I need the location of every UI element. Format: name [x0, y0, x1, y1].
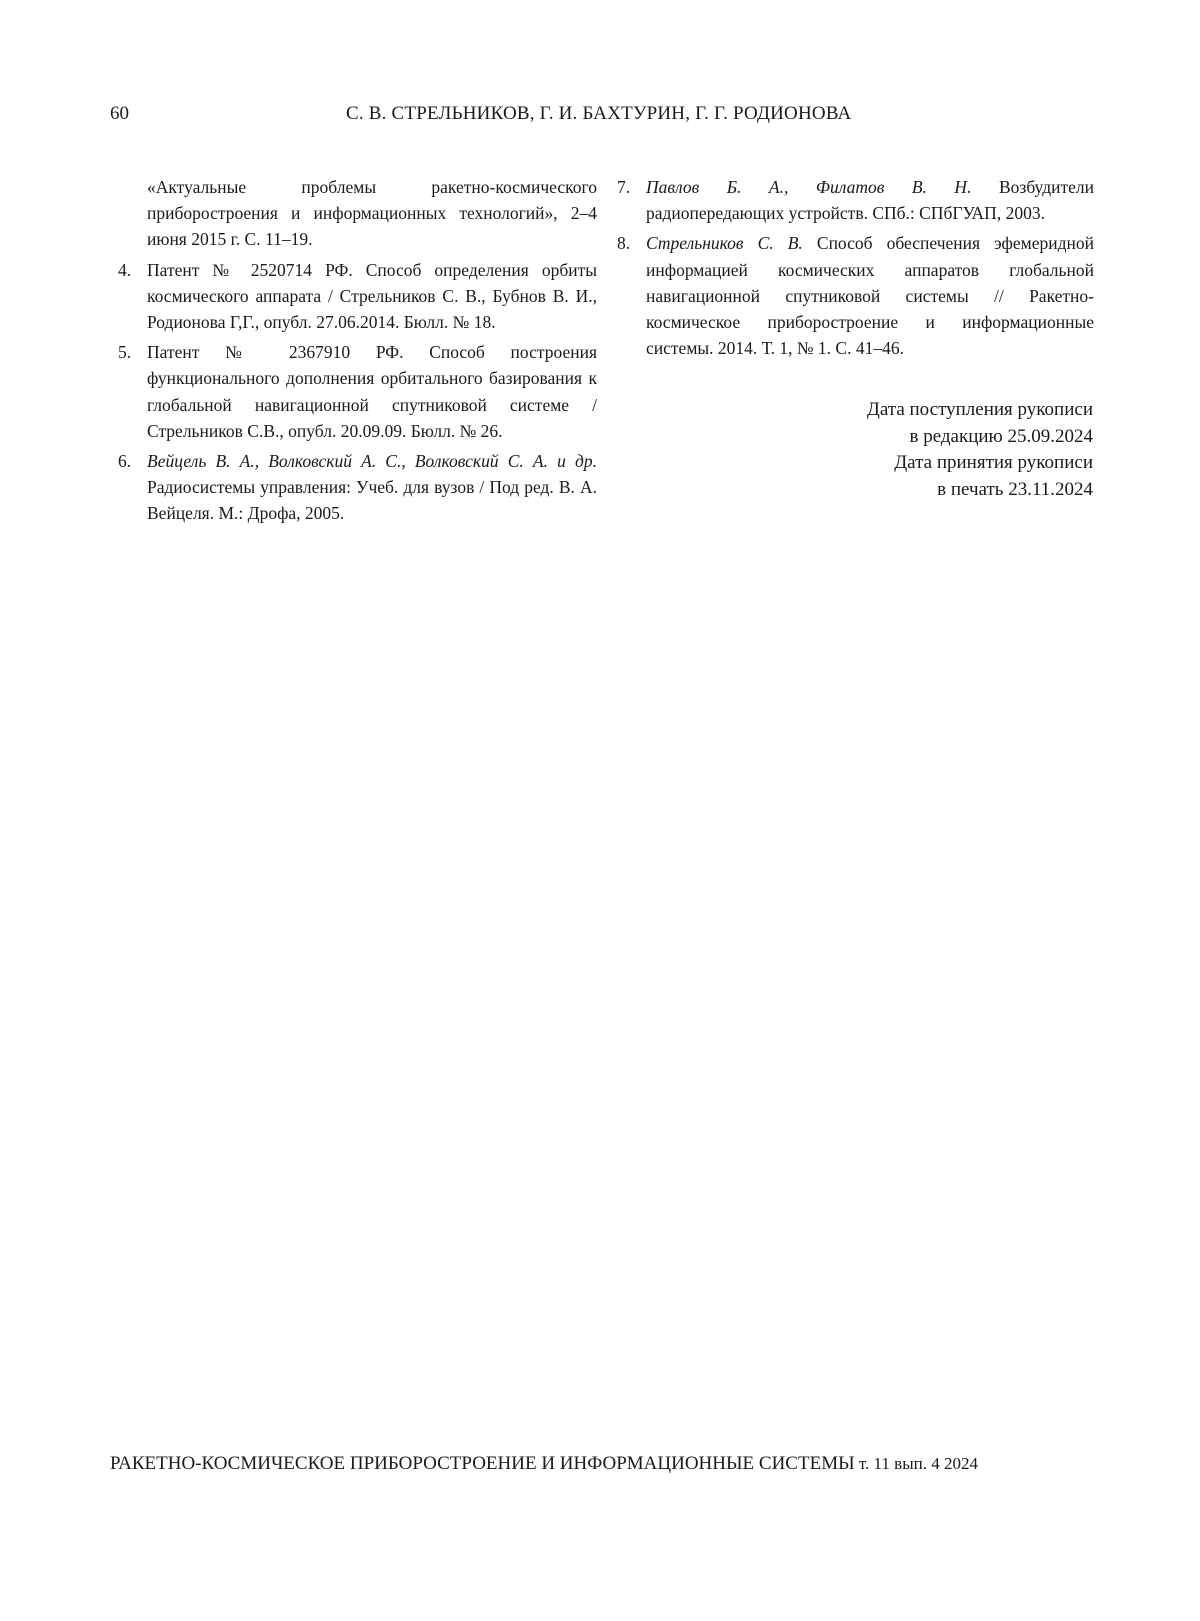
reference-number: 7. — [617, 177, 631, 197]
reference-item-7 — [617, 174, 1094, 226]
references-right-column — [617, 174, 1094, 365]
reference-authors: Стрельников С. В. — [646, 233, 803, 254]
reference-text: Способ обеспечения эфемеридной информацией космических аппаратов глобальной навигационной спутниковой системы // Ракетно-космическое приборостроение и информационные системы. 2014. Т. 1, № 1. С. 41–46. — [646, 233, 1094, 359]
page-header — [110, 103, 1110, 131]
reference-number: 6. — [118, 451, 132, 472]
reference-authors: Павлов Б. А., Филатов В. Н. — [646, 177, 972, 197]
reference-text: Патент № 2367910 РФ. Способ построения функционального дополнения орбитального базирования к глобальной навигационной спутниковой системе / Стрельников С.В., опубл. 20.09.09. Бюлл. № 26. — [147, 342, 597, 441]
reference-number: 8. — [617, 233, 631, 254]
reference-item-5 — [118, 339, 597, 444]
manuscript-dates — [693, 397, 1093, 503]
journal-title: РАКЕТНО-КОСМИЧЕСКОЕ ПРИБОРОСТРОЕНИЕ И ИНФОРМАЦИОННЫЕ СИСТЕМЫ — [110, 1453, 855, 1474]
reference-item-8 — [617, 230, 1094, 361]
page-footer — [110, 1453, 1110, 1475]
reference-text: Радиосистемы управления: Учеб. для вузов / Под ред. В. А. Вейцеля. М.: Дрофа, 2005. — [147, 477, 597, 524]
received-date-label: Дата поступления рукописи — [866, 399, 1093, 420]
running-title-authors: С. В. СТРЕЛЬНИКОВ, Г. И. БАХТУРИН, Г. Г. РОДИОНОВА — [346, 103, 852, 124]
reference-text: Возбудители радиопередающих устройств. СПб.: СПбГУАП, 2003. — [646, 177, 1094, 224]
reference-text: «Актуальные проблемы ракетно-космического приборостроения и информационных технологий», 2–4 июня 2015 г. С. 11–19. — [147, 177, 597, 250]
journal-issue: т. 11 вып. 4 2024 — [854, 1454, 978, 1473]
reference-item-3-continued — [118, 174, 597, 253]
reference-authors: Вейцель В. А., Волковский А. С., Волковский С. А. и др. — [147, 451, 597, 472]
reference-item-4 — [118, 257, 597, 336]
reference-number: 5. — [118, 342, 132, 363]
reference-item-6 — [118, 448, 597, 527]
accepted-date: в печать 23.11.2024 — [937, 478, 1093, 500]
reference-text: Патент № 2520714 РФ. Способ определения орбиты космического аппарата / Стрельников С. В., Бубнов В. И., Родионова Г,Г., опубл. 27.06.2014. Бюлл. № 18. — [147, 259, 597, 333]
page-number: 60 — [110, 103, 129, 124]
reference-body — [646, 174, 1094, 226]
references-left-column — [118, 174, 597, 531]
accepted-date-label: Дата принятия рукописи — [894, 452, 1093, 473]
reference-number: 4. — [118, 259, 132, 280]
received-date: в редакцию 25.09.2024 — [909, 425, 1093, 447]
reference-body — [147, 448, 597, 527]
reference-body — [646, 230, 1094, 361]
